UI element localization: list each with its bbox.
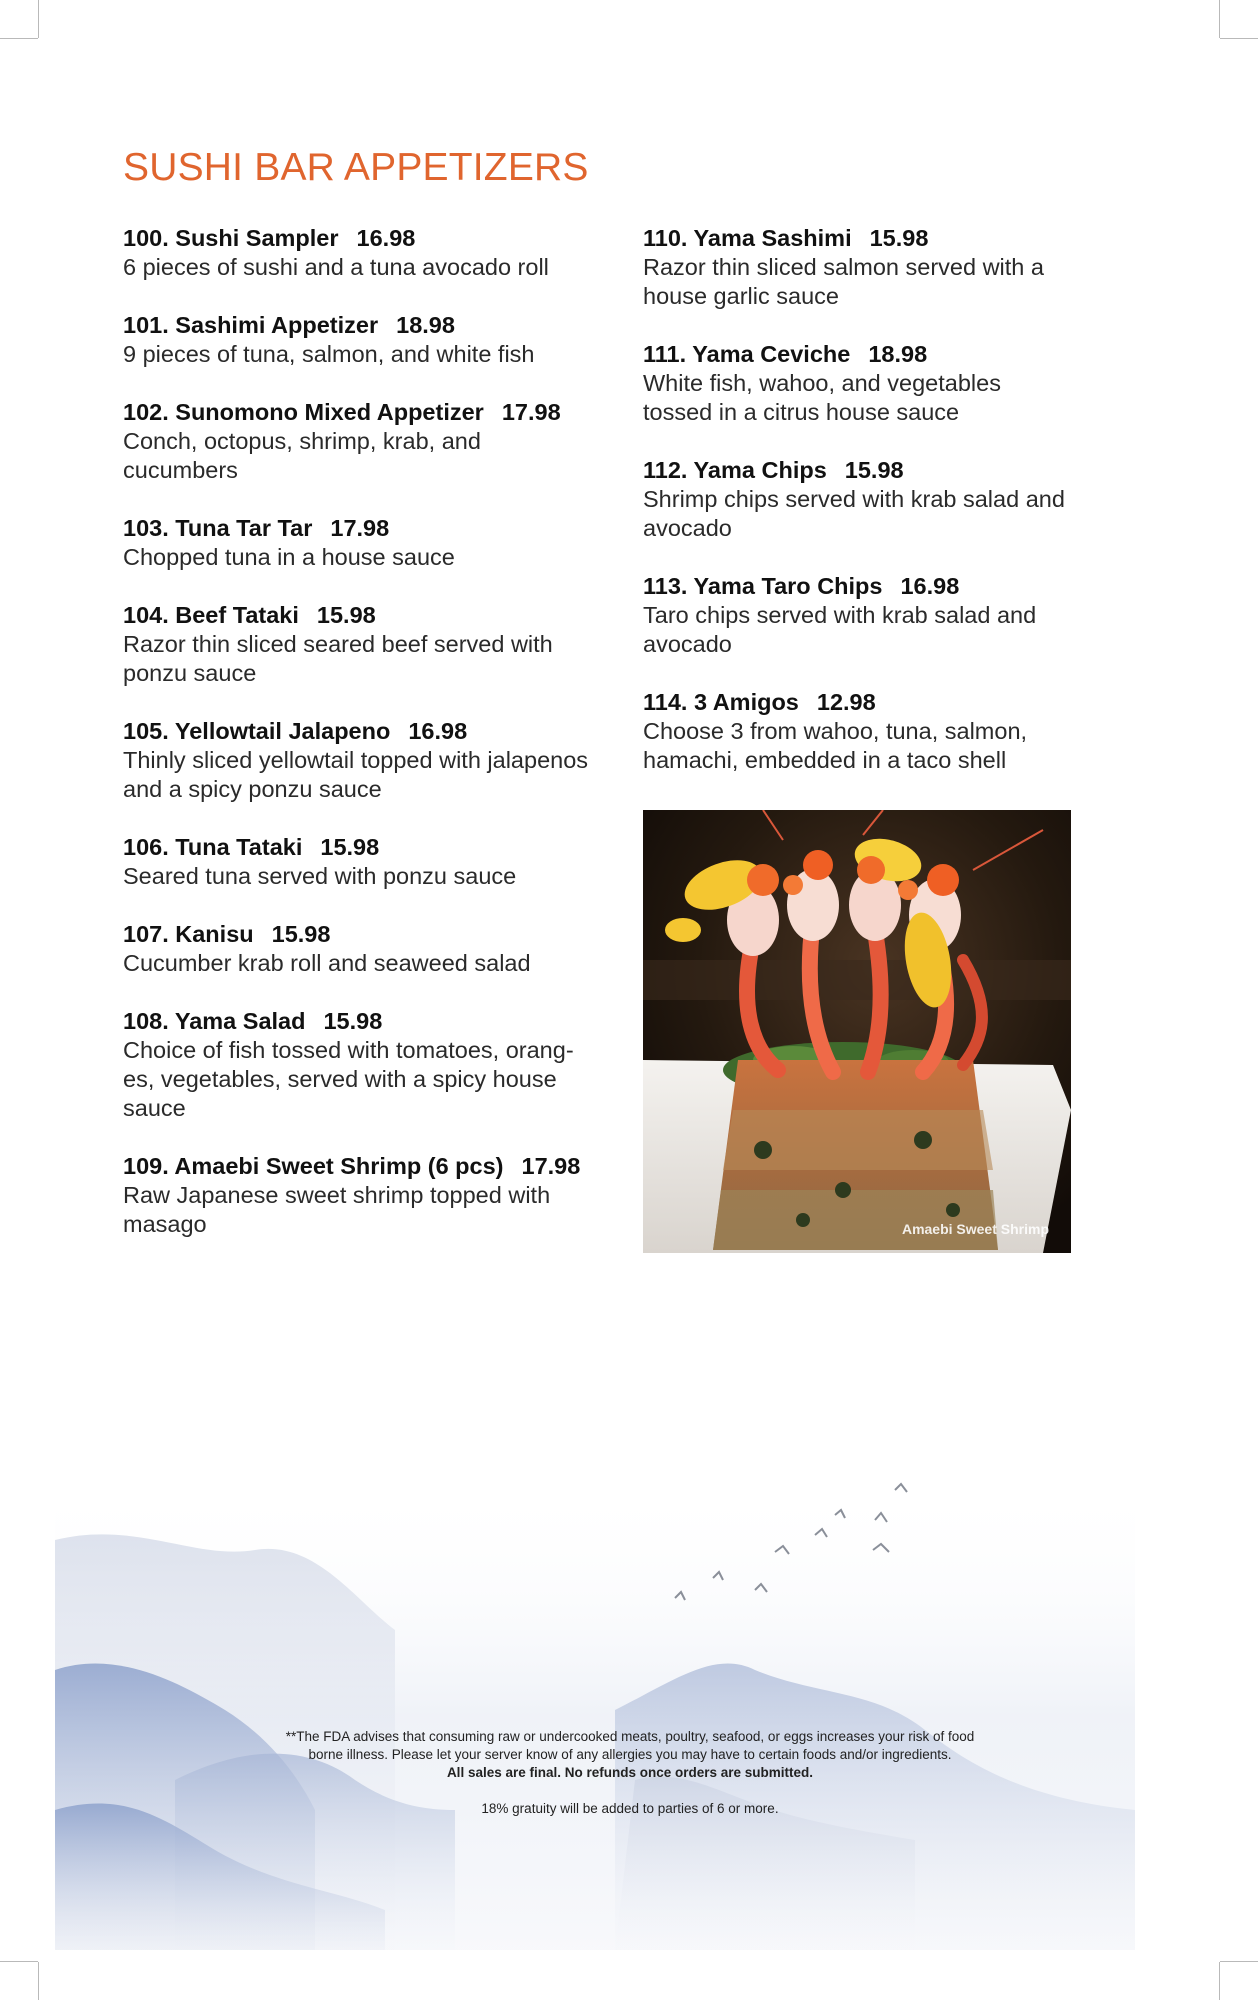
menu-item-description: house garlic sauce [643,283,839,309]
mountain-landscape-illustration [55,1480,1135,1950]
menu-item [123,311,623,369]
menu-item-header [123,1007,623,1036]
menu-item [123,601,623,688]
crop-mark-bottom-left [38,1962,39,2000]
menu-item-description: sauce [123,1095,186,1121]
menu-item-name: 107. Kanisu [123,921,254,947]
fda-disclaimer-line-2: borne illness. Please let your server know of any allergies you may have to certain foods and/or ingredients. [308,1747,952,1762]
menu-item-name: 102. Sunomono Mixed Appetizer [123,399,484,425]
menu-item-price: 15.98 [844,457,904,483]
menu-item-description: and a spicy ponzu sauce [123,776,382,802]
legal-footer [160,1728,1100,1818]
menu-item-name: 100. Sushi Sampler [123,225,339,251]
menu-item-description: 9 pieces of tuna, salmon, and white fish [123,341,535,367]
crop-mark-top-right-h [1220,38,1258,39]
menu-item-price: 17.98 [521,1153,581,1179]
menu-item-description: Thinly sliced yellowtail topped with jalapenos [123,747,589,773]
menu-item-price: 15.98 [323,1008,383,1034]
menu-item-name: 104. Beef Tataki [123,602,299,628]
menu-item-description: Conch, octopus, shrimp, krab, and [123,428,481,454]
crop-mark-bottom-right-h [1220,1961,1258,1962]
menu-item-description: es, vegetables, served with a spicy house [123,1066,557,1092]
menu-item-description: Choice of fish tossed with tomatoes, orang- [123,1037,574,1063]
menu-item-name: 111. Yama Ceviche [643,341,851,367]
menu-item-description: avocado [643,631,732,657]
crop-mark-bottom-left-h [0,1961,38,1962]
menu-item-header [643,688,1103,717]
menu-item-name: 108. Yama Salad [123,1008,306,1034]
menu-item-description: Razor thin sliced seared beef served with [123,631,553,657]
menu-item-header [123,1152,623,1181]
menu-item-header [123,514,623,543]
menu-item-name: 101. Sashimi Appetizer [123,312,379,338]
menu-item-price: 15.98 [271,921,331,947]
menu-item-description: Shrimp chips served with krab salad and [643,486,1065,512]
menu-item-description: Raw Japanese sweet shrimp topped with [123,1182,551,1208]
final-sale-notice: All sales are final. No refunds once orders are submitted. [446,1765,814,1780]
menu-item-name: 106. Tuna Tataki [123,834,303,860]
crop-mark-top-left [38,0,39,38]
menu-item-name: 109. Amaebi Sweet Shrimp (6 pcs) [123,1153,504,1179]
menu-item-price: 16.98 [356,225,416,251]
menu-item-price: 12.98 [816,689,876,715]
menu-item [123,398,623,485]
menu-item-header [123,920,623,949]
menu-item-header [123,601,623,630]
menu-item-price: 15.98 [869,225,929,251]
menu-item-header [123,311,623,340]
menu-item-price: 18.98 [868,341,928,367]
fda-disclaimer-line-1: **The FDA advises that consuming raw or undercooked meats, poultry, seafood, or eggs increases your risk of food [285,1729,975,1744]
menu-item [643,456,1103,543]
menu-item [123,1152,623,1239]
menu-item-description: ponzu sauce [123,660,257,686]
menu-item-price: 15.98 [316,602,376,628]
menu-item-price: 16.98 [408,718,468,744]
menu-item-header [123,833,623,862]
menu-item [123,717,623,804]
menu-item-description: Chopped tuna in a house sauce [123,544,455,570]
menu-item-name: 114. 3 Amigos [643,689,799,715]
menu-item-price: 17.98 [330,515,390,541]
menu-item [643,572,1103,659]
gratuity-notice: 18% gratuity will be added to parties of 6 or more. [481,1801,779,1816]
menu-item [123,920,623,978]
crop-mark-top-left-h [0,38,38,39]
menu-column-left [123,224,623,1239]
crop-mark-bottom-right [1219,1962,1220,2000]
menu-item-description: Cucumber krab roll and seaweed salad [123,950,531,976]
page-title: SUSHI BAR APPETIZERS [123,146,589,189]
menu-item-name: 110. Yama Sashimi [643,225,852,251]
menu-item-header [643,572,1103,601]
menu-item [123,224,623,282]
menu-item [643,340,1103,427]
menu-item-price: 17.98 [501,399,561,425]
menu-item-header [643,456,1103,485]
menu-item-description: masago [123,1211,207,1237]
menu-item-header [123,224,623,253]
menu-item-description: cucumbers [123,457,238,483]
menu-item [123,1007,623,1123]
menu-item-name: 103. Tuna Tar Tar [123,515,313,541]
menu-item-price: 15.98 [320,834,380,860]
menu-item-price: 16.98 [900,573,960,599]
menu-item-description: avocado [643,515,732,541]
menu-item-description: White fish, wahoo, and vegetables [643,370,1001,396]
menu-item-description: Razor thin sliced salmon served with a [643,254,1044,280]
menu-item [123,514,623,572]
menu-item [643,224,1103,311]
menu-item-description: tossed in a citrus house sauce [643,399,960,425]
photo-caption: Amaebi Sweet Shrimp [901,1221,1049,1237]
menu-item-description: hamachi, embedded in a taco shell [643,747,1007,773]
menu-item [123,833,623,891]
menu-item-name: 113. Yama Taro Chips [643,573,883,599]
menu-item [643,688,1103,775]
menu-item-header [643,224,1103,253]
menu-item-description: Seared tuna served with ponzu sauce [123,863,517,889]
menu-item-header [123,717,623,746]
menu-item-price: 18.98 [396,312,455,338]
menu-item-description: 6 pieces of sushi and a tuna avocado roll [123,254,549,280]
menu-item-description: Choose 3 from wahoo, tuna, salmon, [643,718,1028,744]
menu-item-description: Taro chips served with krab salad and [643,602,1037,628]
crop-mark-top-right [1219,0,1220,38]
menu-item-name: 112. Yama Chips [643,457,827,483]
menu-item-header [123,398,623,427]
menu-item-name: 105. Yellowtail Jalapeno [123,718,391,744]
menu-item-header [643,340,1103,369]
shrimp-dish-illustration [643,810,1071,1253]
menu-column-right [643,224,1103,775]
amaebi-sweet-shrimp-photo [643,810,1071,1253]
